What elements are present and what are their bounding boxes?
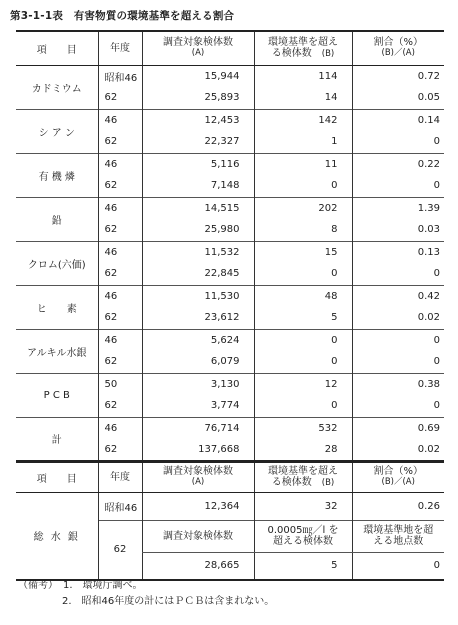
header-samples: 調査対象検体数 (A) — [142, 462, 254, 492]
table-row — [16, 65, 444, 87]
row-samples: 23,612 — [142, 307, 254, 329]
table-row — [16, 329, 444, 351]
table-row — [16, 153, 444, 175]
row-ratio: 0 — [352, 175, 444, 197]
row-ratio: 0 — [352, 351, 444, 373]
row-samples: 12,364 — [142, 492, 254, 520]
row-samples: 15,944 — [142, 65, 254, 87]
row-samples: 22,845 — [142, 263, 254, 285]
table-row — [16, 197, 444, 219]
row-ratio: 0.22 — [352, 153, 444, 175]
subheader-exceed: 0.0005㎎／l を 超える検体数 — [254, 520, 352, 552]
row-exceed: 32 — [254, 492, 352, 520]
row-exceed: 28 — [254, 439, 352, 461]
row-item: 有 機 燐 — [16, 153, 98, 197]
row-item: P C B — [16, 373, 98, 417]
row-samples: 14,515 — [142, 197, 254, 219]
row-exceed: 48 — [254, 285, 352, 307]
row-ratio: 0.05 — [352, 87, 444, 109]
row-item: ヒ 素 — [16, 285, 98, 329]
header-item: 項 目 — [16, 462, 98, 492]
table-row — [16, 417, 444, 439]
row-samples: 11,532 — [142, 241, 254, 263]
header-year: 年度 — [98, 31, 142, 65]
table2-header-row — [16, 462, 444, 492]
row-exceed: 0 — [254, 329, 352, 351]
row-samples: 137,668 — [142, 439, 254, 461]
row-ratio: 0.14 — [352, 109, 444, 131]
row-year: 62 — [98, 131, 142, 153]
row-ratio: 0.69 — [352, 417, 444, 439]
row-samples: 11,530 — [142, 285, 254, 307]
row-year: 46 — [98, 197, 142, 219]
row-ratio: 0.38 — [352, 373, 444, 395]
row-year: 46 — [98, 329, 142, 351]
row-year: 62 — [98, 520, 142, 580]
row-item: クロム(六価) — [16, 241, 98, 285]
row-exceed: 0 — [254, 263, 352, 285]
row-year: 62 — [98, 307, 142, 329]
row-exceed: 142 — [254, 109, 352, 131]
row-samples: 28,665 — [142, 552, 254, 580]
row-samples: 7,148 — [142, 175, 254, 197]
header-item: 項 目 — [16, 31, 98, 65]
row-samples: 6,079 — [142, 351, 254, 373]
subheader-samples: 調査対象検体数 — [142, 520, 254, 552]
notes-label: （備考） — [18, 580, 53, 591]
row-item: 計 — [16, 417, 98, 461]
row-exceed: 5 — [254, 552, 352, 580]
row-ratio: 0.13 — [352, 241, 444, 263]
row-samples: 25,980 — [142, 219, 254, 241]
table-row — [16, 492, 444, 520]
note-2: 2. 昭和46年度の計にはＰＣＢは含まれない。 — [62, 596, 275, 607]
row-year: 46 — [98, 153, 142, 175]
header-ratio: 割合（%） (B)／(A) — [352, 462, 444, 492]
row-exceed: 15 — [254, 241, 352, 263]
row-ratio: 0.42 — [352, 285, 444, 307]
table-row — [16, 285, 444, 307]
row-exceed: 532 — [254, 417, 352, 439]
row-samples: 3,130 — [142, 373, 254, 395]
row-ratio: 0.03 — [352, 219, 444, 241]
subheader-ratio: 環境基準地を超 える地点数 — [352, 520, 444, 552]
hazardous-substances-table — [16, 30, 444, 462]
row-samples: 76,714 — [142, 417, 254, 439]
total-mercury-table — [16, 461, 444, 581]
row-exceed: 14 — [254, 87, 352, 109]
row-year: 46 — [98, 241, 142, 263]
header-exceed: 環境基準を超え る検体数 (B) — [254, 31, 352, 65]
row-samples: 12,453 — [142, 109, 254, 131]
row-item: カドミウム — [31, 83, 82, 95]
row-year: 62 — [98, 263, 142, 285]
row-exceed: 1 — [254, 131, 352, 153]
row-year: 昭和46 — [98, 492, 142, 520]
row-year: 46 — [98, 285, 142, 307]
row-samples: 22,327 — [142, 131, 254, 153]
row-exceed: 12 — [254, 373, 352, 395]
row-samples: 5,624 — [142, 329, 254, 351]
notes — [18, 578, 274, 610]
table-header-row — [16, 31, 444, 65]
row-ratio: 0 — [352, 329, 444, 351]
row-samples: 3,774 — [142, 395, 254, 417]
row-ratio: 0.72 — [352, 65, 444, 87]
row-ratio: 0.02 — [352, 439, 444, 461]
header-year: 年度 — [98, 462, 142, 492]
row-exceed: 114 — [254, 65, 352, 87]
row-year: 62 — [98, 175, 142, 197]
row-ratio: 0 — [352, 131, 444, 153]
row-year: 62 — [98, 395, 142, 417]
header-exceed: 環境基準を超え る検体数 (B) — [254, 462, 352, 492]
row-year: 46 — [98, 109, 142, 131]
table-row — [16, 109, 444, 131]
row-samples: 5,116 — [142, 153, 254, 175]
row-year: 46 — [98, 417, 142, 439]
row-year: 50 — [98, 373, 142, 395]
row-ratio: 1.39 — [352, 197, 444, 219]
note-1: 1. 環境庁調べ。 — [63, 580, 143, 591]
row-ratio: 0 — [352, 395, 444, 417]
row-year: 62 — [98, 439, 142, 461]
row-item: シ ア ン — [16, 109, 98, 153]
row-year: 62 — [98, 87, 142, 109]
row-item: 鉛 — [16, 197, 98, 241]
row-year: 昭和46 — [98, 65, 142, 87]
table-row — [16, 241, 444, 263]
row-ratio: 0.02 — [352, 307, 444, 329]
table-row — [16, 373, 444, 395]
row-year: 62 — [98, 351, 142, 373]
row-item: アルキル水銀 — [16, 329, 98, 373]
row-ratio: 0 — [352, 263, 444, 285]
row-ratio: 0 — [352, 552, 444, 580]
row-item-total-mercury: 総 水 銀 — [16, 492, 98, 580]
row-year: 62 — [98, 219, 142, 241]
row-exceed: 5 — [254, 307, 352, 329]
header-ratio: 割合（%） (B)／(A) — [352, 31, 444, 65]
table-title: 第3-1-1表 有害物質の環境基準を超える割合 — [10, 10, 235, 22]
row-ratio: 0.26 — [352, 492, 444, 520]
header-samples: 調査対象検体数 (A) — [142, 31, 254, 65]
row-exceed: 0 — [254, 175, 352, 197]
row-exceed: 11 — [254, 153, 352, 175]
row-exceed: 8 — [254, 219, 352, 241]
row-exceed: 0 — [254, 351, 352, 373]
row-samples: 25,893 — [142, 87, 254, 109]
row-exceed: 202 — [254, 197, 352, 219]
row-exceed: 0 — [254, 395, 352, 417]
